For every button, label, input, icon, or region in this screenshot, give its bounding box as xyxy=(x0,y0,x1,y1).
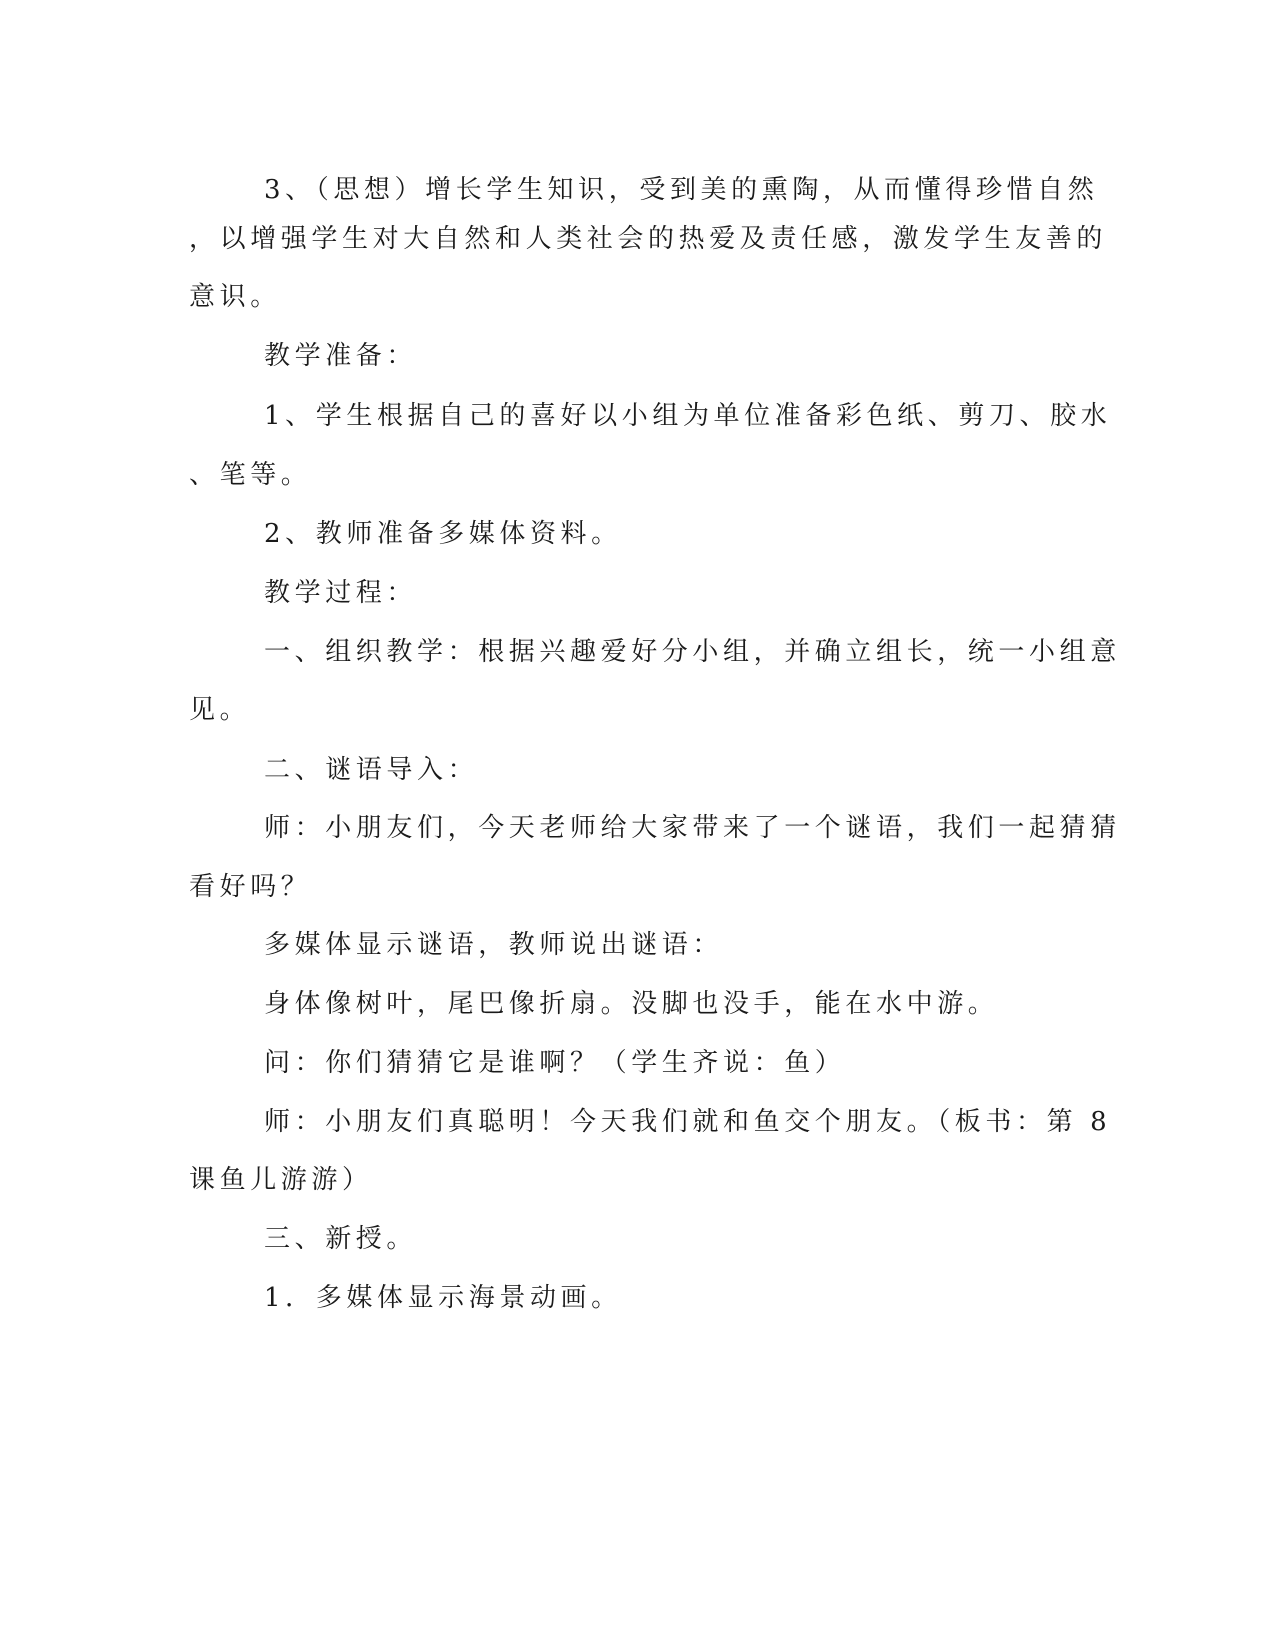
paragraph-line-step-3-1: 1．多媒体显示海景动画。 xyxy=(264,1283,622,1313)
paragraph-line-step-2: 二、谜语导入： xyxy=(264,755,479,785)
paragraph-line-step-1: 一、组织教学：根据兴趣爱好分小组，并确立组长，统一小组意 xyxy=(264,637,1121,667)
paragraph-line-prep-2: 2、教师准备多媒体资料。 xyxy=(264,519,622,549)
paragraph-line-prep-1: 1、学生根据自己的喜好以小组为单位准备彩色纸、剪刀、胶水 xyxy=(264,401,1112,431)
paragraph-line-riddle-intro: 多媒体显示谜语，教师说出谜语： xyxy=(264,930,724,960)
paragraph-line-goal-3-end: 意识。 xyxy=(189,282,281,312)
paragraph-line-prep-1-end: 、笔等。 xyxy=(189,460,312,490)
section-heading-preparation: 教学准备： xyxy=(264,341,418,371)
paragraph-line-teacher-1: 师：小朋友们，今天老师给大家带来了一个谜语，我们一起猜猜 xyxy=(264,813,1121,843)
paragraph-line-riddle: 身体像树叶，尾巴像折扇。没脚也没手，能在水中游。 xyxy=(264,989,999,1019)
paragraph-line-step-3: 三、新授。 xyxy=(264,1224,418,1254)
section-heading-process: 教学过程： xyxy=(264,578,418,608)
paragraph-line-teacher-1-end: 看好吗？ xyxy=(189,872,312,902)
paragraph-line-goal-3-cont: ，以增强学生对大自然和人类社会的热爱及责任感，激发学生友善的 xyxy=(189,224,1108,254)
paragraph-line-teacher-2: 师：小朋友们真聪明！今天我们就和鱼交个朋友。（板书：第 8 xyxy=(264,1107,1112,1137)
paragraph-line-question: 问：你们猜猜它是谁啊？（学生齐说：鱼） xyxy=(264,1048,846,1078)
paragraph-line-teacher-2-end: 课鱼儿游游） xyxy=(189,1165,373,1195)
paragraph-line-goal-3: 3、（思想）增长学生知识，受到美的熏陶，从而懂得珍惜自然 xyxy=(264,175,1099,205)
paragraph-line-step-1-end: 见。 xyxy=(189,695,251,725)
